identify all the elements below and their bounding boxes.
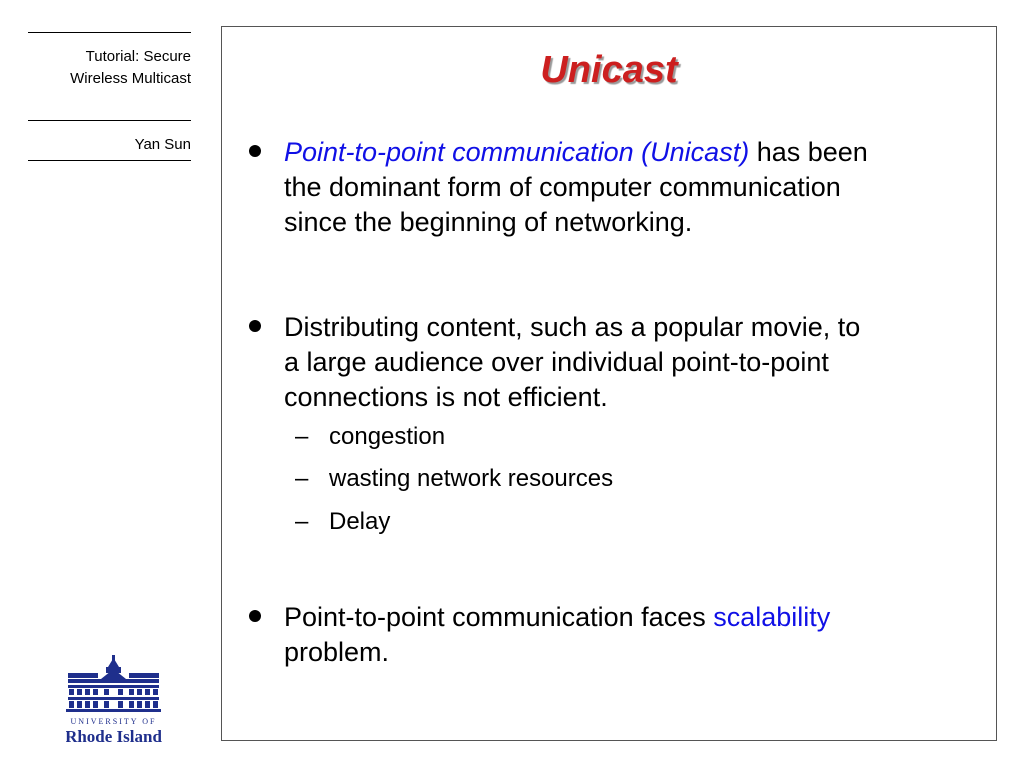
bullet-3-text xyxy=(284,600,974,670)
sidebar-rule-top xyxy=(28,32,191,33)
bullet-1-line1 xyxy=(284,135,974,170)
sub-item-2-text: wasting network resources xyxy=(329,465,614,492)
bullet-3-line1 xyxy=(284,600,974,635)
tutorial-title-line2: Wireless Multicast xyxy=(70,70,191,87)
bullet-dot-icon xyxy=(249,610,261,622)
bullet-dot-icon xyxy=(249,320,261,332)
sub-item-dash: – xyxy=(295,465,309,492)
slide-frame xyxy=(221,26,997,741)
bullet-2-text xyxy=(284,310,974,415)
bullet-1-text xyxy=(284,135,974,240)
bullet-2-line3: connections is not efficient. xyxy=(284,382,608,412)
bullet-3-line1-start: Point-to-point communication faces xyxy=(284,602,714,632)
bullet-1-line3: since the beginning of networking. xyxy=(284,207,693,237)
slide-title: Unicast xyxy=(540,49,678,91)
university-building-icon xyxy=(66,655,166,747)
bullet-3-emphasis: scalability xyxy=(713,602,831,632)
bullet-2-line2: a large audience over individual point-to-point xyxy=(284,347,829,377)
bullet-2-line1: Distributing content, such as a popular movie, to xyxy=(284,312,861,342)
bullet-dot-icon xyxy=(249,145,261,157)
bullet-1-line2: the dominant form of computer communication xyxy=(284,172,841,202)
logo-text-line2: Rhode Island xyxy=(66,727,162,746)
tutorial-title xyxy=(28,46,191,90)
sub-item-dash: – xyxy=(295,423,309,450)
sidebar-rule-bottom xyxy=(28,160,191,161)
bullet-1-line1-rest: has been xyxy=(749,137,868,167)
author-name: Yan Sun xyxy=(134,136,191,153)
bullet-1-emphasis: Point-to-point communication (Unicast) xyxy=(284,137,750,167)
sub-item-1-text: congestion xyxy=(329,423,446,450)
university-logo xyxy=(66,655,166,747)
sidebar-rule-middle xyxy=(28,120,191,121)
tutorial-title-line1: Tutorial: Secure xyxy=(85,48,191,65)
sub-item-dash: – xyxy=(295,508,309,535)
logo-text-line1: UNIVERSITY OF xyxy=(70,717,157,726)
bullet-3-line2: problem. xyxy=(284,637,390,667)
sub-item-3-text: Delay xyxy=(329,508,391,535)
